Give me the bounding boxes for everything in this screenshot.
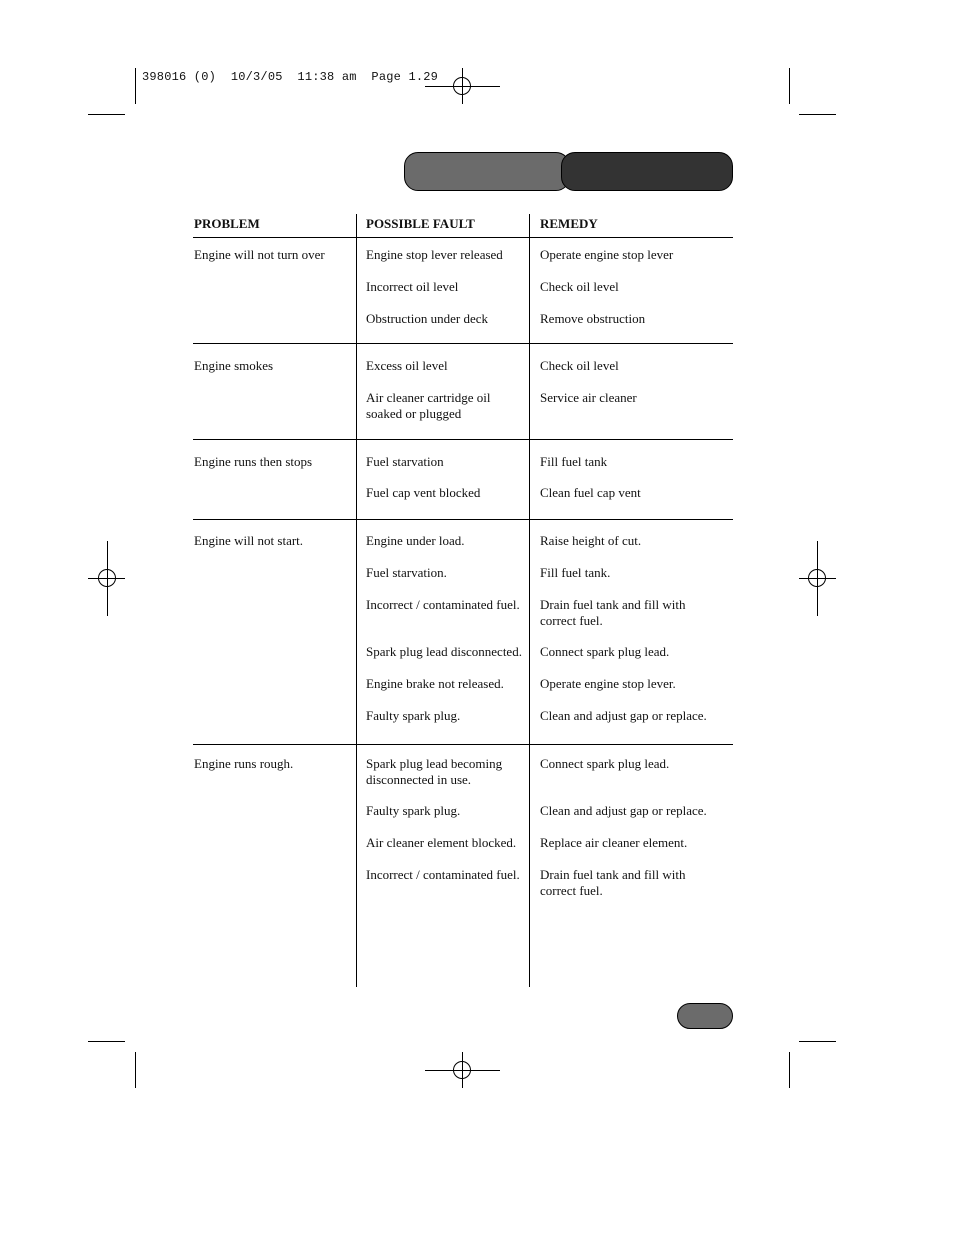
row-separator bbox=[193, 439, 733, 440]
crop-mark-bottom-left-h bbox=[88, 1041, 125, 1042]
row-separator bbox=[193, 519, 733, 520]
page-number-badge bbox=[677, 1003, 733, 1029]
fault-cell: Engine under load. bbox=[366, 533, 465, 548]
fault-cell: Faulty spark plug. bbox=[366, 708, 461, 723]
fault-cell: Air cleaner cartridge oil soaked or plugged bbox=[366, 390, 491, 421]
remedy-cell: Drain fuel tank and fill with correct fuel. bbox=[540, 867, 686, 898]
crop-mark-bottom-right-v bbox=[789, 1052, 790, 1088]
crop-mark-top-right-h bbox=[799, 114, 836, 115]
header-problem: PROBLEM bbox=[194, 216, 260, 231]
remedy-cell: Check oil level bbox=[540, 279, 619, 294]
remedy-cell: Drain fuel tank and fill with correct fuel. bbox=[540, 597, 686, 628]
problem-cell: Engine runs then stops bbox=[194, 454, 313, 469]
crop-mark-top-left-v bbox=[135, 68, 136, 104]
fault-cell: Incorrect / contaminated fuel. bbox=[366, 597, 520, 612]
fault-cell: Fuel cap vent blocked bbox=[366, 485, 481, 500]
header-remedy: REMEDY bbox=[540, 216, 598, 231]
remedy-cell: Fill fuel tank. bbox=[540, 565, 611, 580]
fault-cell: Faulty spark plug. bbox=[366, 803, 461, 818]
remedy-cell: Connect spark plug lead. bbox=[540, 644, 670, 659]
print-slug: 398016 (0) 10/3/05 11:38 am Page 1.29 bbox=[142, 70, 439, 84]
row-separator bbox=[193, 744, 733, 745]
remedy-cell: Check oil level bbox=[540, 358, 619, 373]
remedy-cell: Operate engine stop lever bbox=[540, 247, 674, 262]
fault-cell: Incorrect oil level bbox=[366, 279, 459, 294]
remedy-cell: Service air cleaner bbox=[540, 390, 637, 405]
fault-cell: Spark plug lead becoming disconnected in use. bbox=[366, 756, 503, 787]
fault-cell: Incorrect / contaminated fuel. bbox=[366, 867, 520, 882]
column-divider-2 bbox=[529, 214, 530, 987]
row-separator bbox=[193, 237, 733, 238]
fault-cell: Fuel starvation. bbox=[366, 565, 447, 580]
row-separator bbox=[193, 343, 733, 344]
fault-cell: Excess oil level bbox=[366, 358, 448, 373]
remedy-cell: Fill fuel tank bbox=[540, 454, 608, 469]
remedy-cell: Clean and adjust gap or replace. bbox=[540, 803, 707, 818]
remedy-cell: Remove obstruction bbox=[540, 311, 646, 326]
header-possible-fault: POSSIBLE FAULT bbox=[366, 216, 475, 231]
remedy-cell: Clean fuel cap vent bbox=[540, 485, 641, 500]
fault-cell: Spark plug lead disconnected. bbox=[366, 644, 522, 659]
section-tab-left bbox=[404, 152, 570, 191]
column-divider-1 bbox=[356, 214, 357, 987]
fault-cell: Engine brake not released. bbox=[366, 676, 504, 691]
fault-cell: Fuel starvation bbox=[366, 454, 444, 469]
section-tab-right bbox=[561, 152, 733, 191]
remedy-cell: Clean and adjust gap or replace. bbox=[540, 708, 707, 723]
fault-cell: Obstruction under deck bbox=[366, 311, 489, 326]
problem-cell: Engine smokes bbox=[194, 358, 274, 373]
problem-cell: Engine will not start. bbox=[194, 533, 304, 548]
problem-cell: Engine runs rough. bbox=[194, 756, 294, 771]
fault-cell: Air cleaner element blocked. bbox=[366, 835, 517, 850]
remedy-cell: Replace air cleaner element. bbox=[540, 835, 688, 850]
crop-mark-bottom-left-v bbox=[135, 1052, 136, 1088]
remedy-cell: Raise height of cut. bbox=[540, 533, 642, 548]
fault-cell: Engine stop lever released bbox=[366, 247, 503, 262]
remedy-cell: Operate engine stop lever. bbox=[540, 676, 676, 691]
crop-mark-top-right-v bbox=[789, 68, 790, 104]
remedy-cell: Connect spark plug lead. bbox=[540, 756, 670, 771]
crop-mark-top-left-h bbox=[88, 114, 125, 115]
crop-mark-bottom-right-h bbox=[799, 1041, 836, 1042]
problem-cell: Engine will not turn over bbox=[194, 247, 325, 262]
